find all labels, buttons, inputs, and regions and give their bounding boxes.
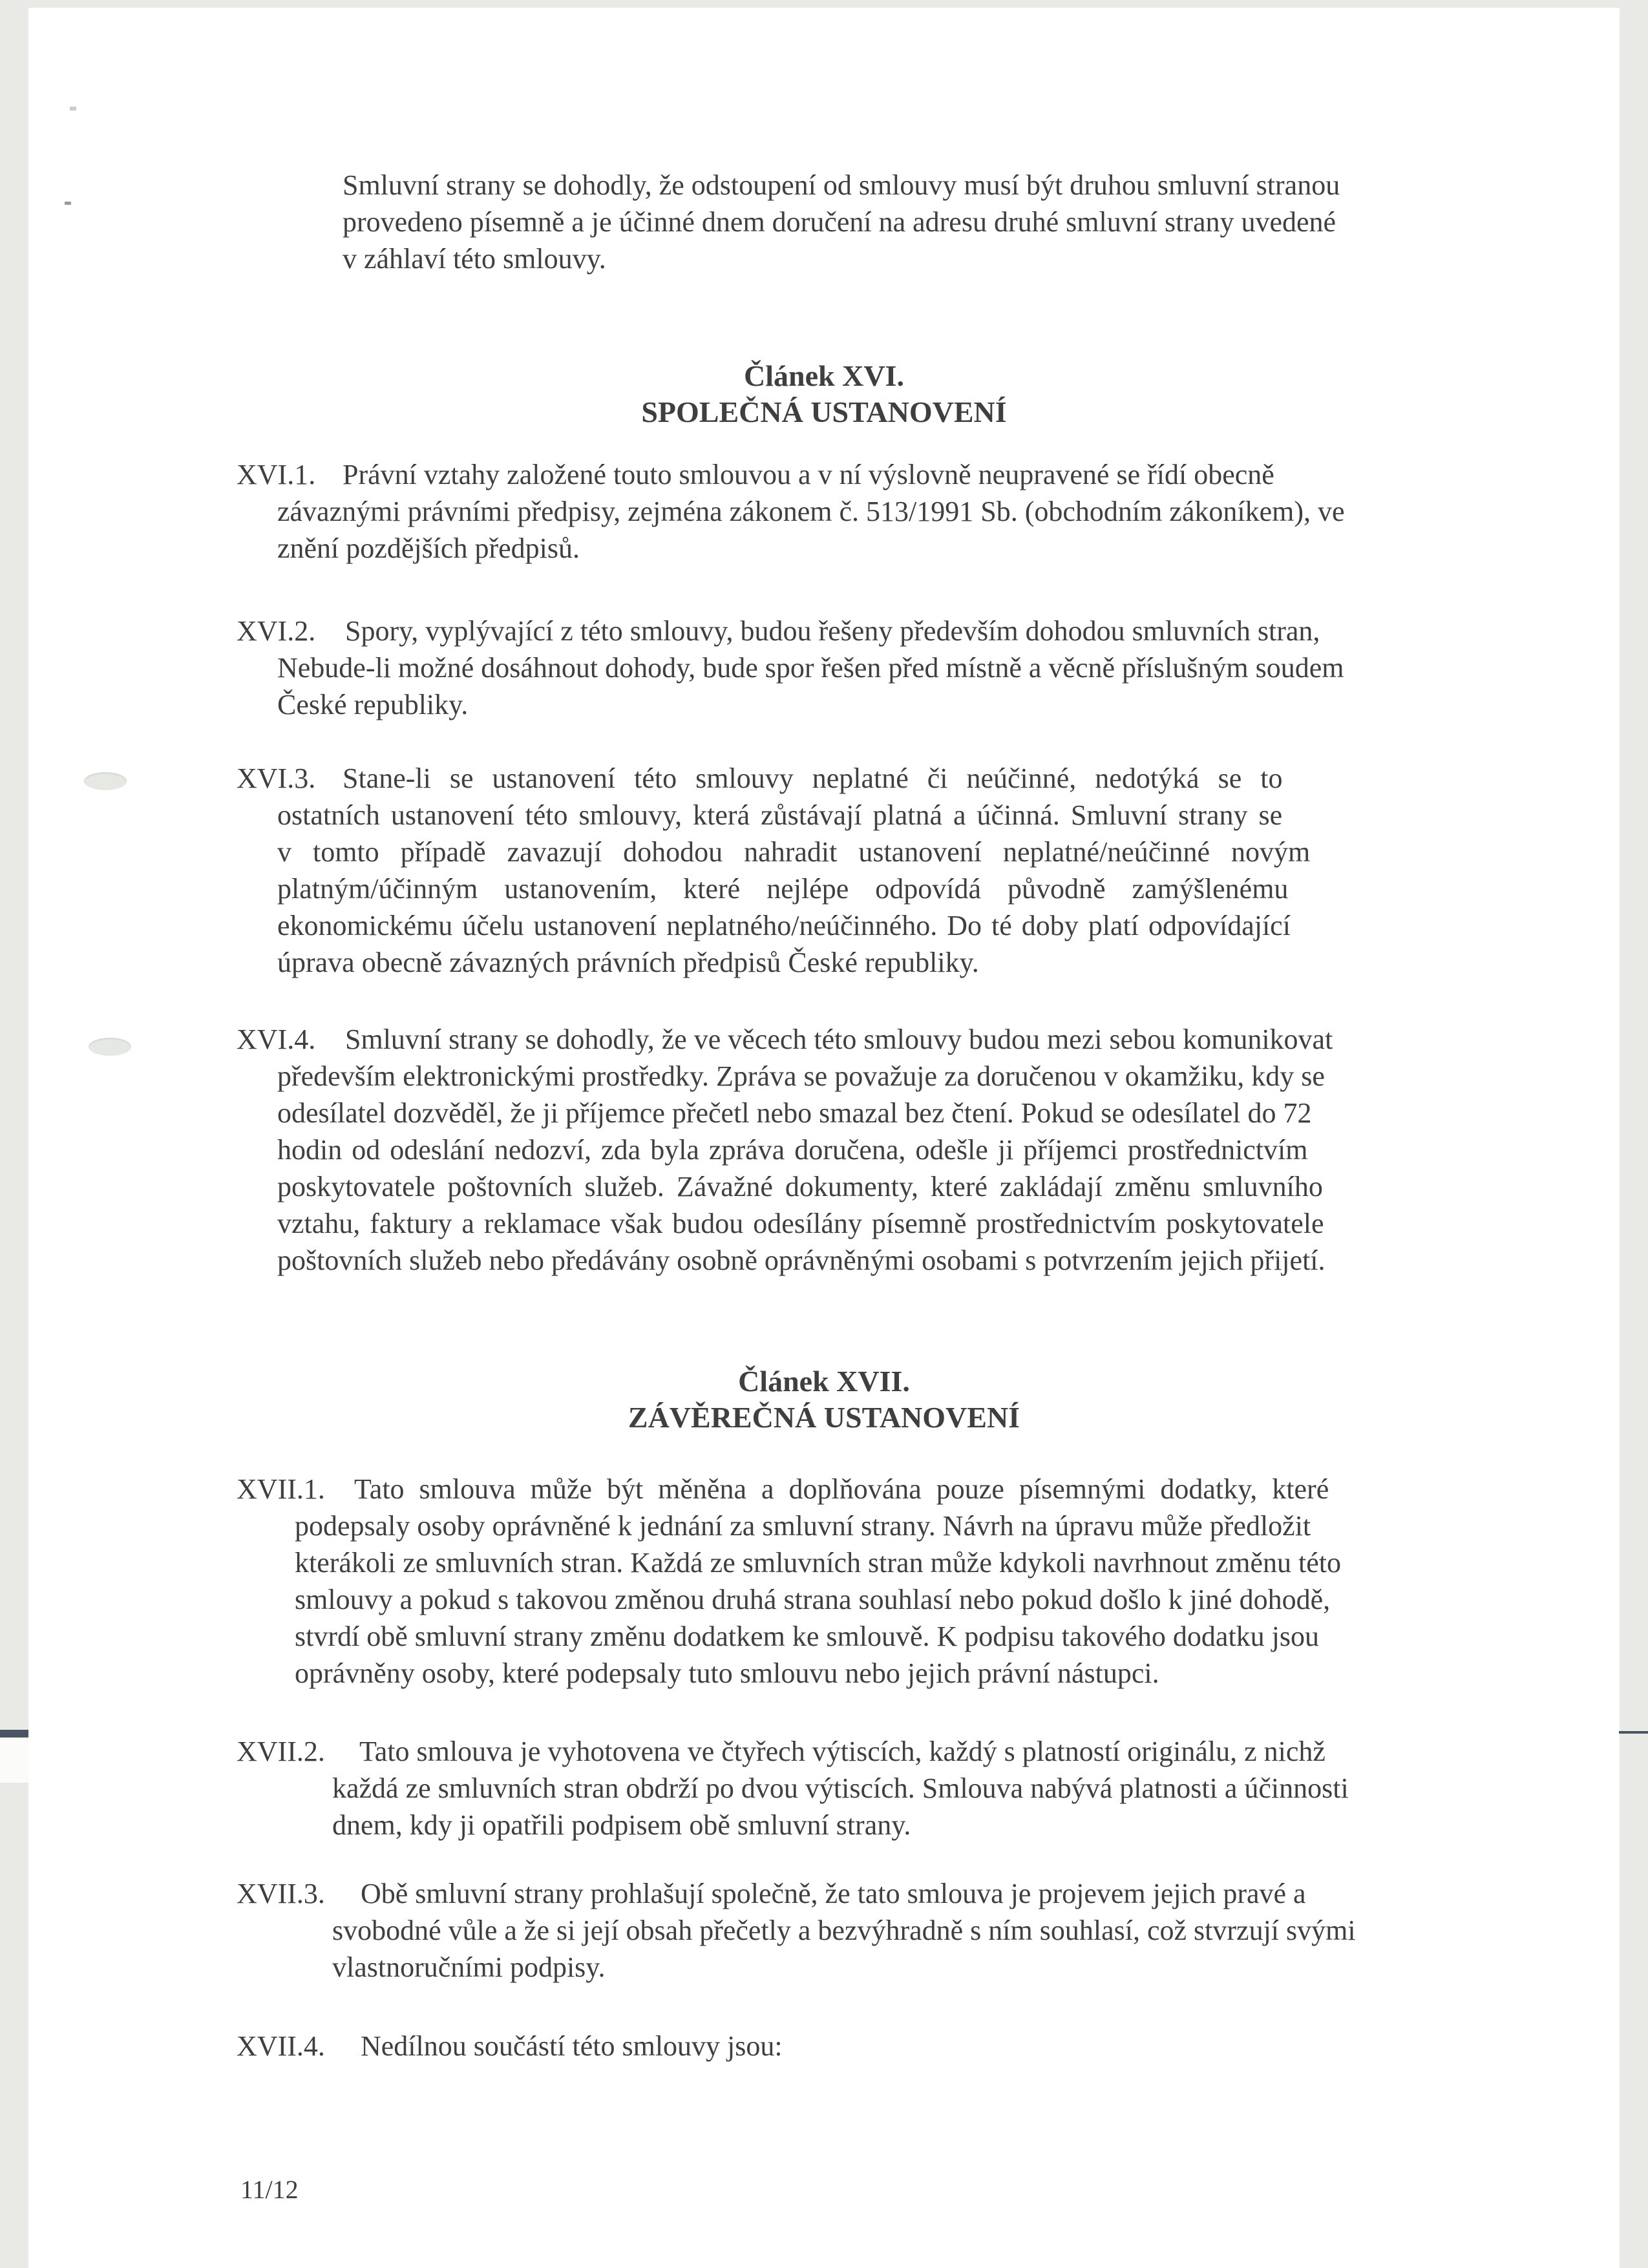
text-line: kterákoli ze smluvních stran. Každá ze smluvních stran může kdykoli navrhnout změnu této (295, 1547, 1341, 1579)
text-line: ekonomickému účelu ustanovení neplatného/neúčinného. Do té doby platí odpovídající (277, 910, 1291, 941)
text-line: Nebude-li možné dosáhnout dohody, bude spor řešen před místně a věcně příslušným soudem (277, 652, 1344, 684)
scan-speck (70, 107, 76, 110)
text-line: vztahu, faktury a reklamace však budou odesílány písemně prostřednictvím poskytovatele (277, 1208, 1324, 1239)
text-line: poskytovatele poštovních služeb. Závažné dokumenty, které zakládají změnu smluvního (277, 1171, 1323, 1202)
text-line: vlastnoručními podpisy. (332, 1951, 606, 1983)
text-line: Tato smlouva může být měněna a doplňována pouze písemnými dodatky, které (354, 1473, 1329, 1505)
scan-edge-marker-right (1619, 1731, 1648, 1734)
article-xvii-title: ZÁVĚREČNÁ USTANOVENÍ (628, 1401, 1020, 1434)
text-line: Obě smluvní strany prohlašují společně, že tato smlouva je projevem jejich pravé a (361, 1878, 1306, 1909)
text-line: oprávněny osoby, které podepsaly tuto smlouvu nebo jejich právní nástupci. (295, 1657, 1159, 1689)
clause-number: XVII.4. (237, 2030, 325, 2062)
punch-hole (84, 772, 127, 790)
scan-edge-marker-left (0, 1730, 28, 1738)
text-line: Právní vztahy založené touto smlouvou a v ní výslovně neupravené se řídí obecně (343, 459, 1274, 490)
clause-number: XVI.2. (237, 615, 316, 647)
text-line: znění pozdějších předpisů. (277, 532, 580, 564)
text-line: v záhlaví této smlouvy. (343, 243, 606, 275)
text-line: závaznými právními předpisy, zejména zákonem č. 513/1991 Sb. (obchodním zákoníkem), ve (277, 496, 1345, 527)
text-line: Smluvní strany se dohodly, že ve věcech této smlouvy budou mezi sebou komunikovat (345, 1024, 1333, 1055)
text-line: v tomto případě zavazují dohodou nahradit ustanovení neplatné/neúčinné novým (277, 836, 1311, 868)
text-line: každá ze smluvních stran obdrží po dvou výtiscích. Smlouva nabývá platnosti a účinnosti (332, 1772, 1349, 1804)
clause-number: XVII.2. (237, 1736, 325, 1767)
text-line: provedeno písemně a je účinné dnem doručení na adresu druhé smluvní strany uvedené (343, 206, 1336, 238)
punch-hole (89, 1038, 131, 1056)
intro-paragraph (343, 167, 1493, 277)
scan-speck (65, 202, 71, 205)
text-line: Nedílnou součástí této smlouvy jsou: (361, 2030, 783, 2062)
clause-number: XVI.1. (237, 459, 316, 490)
clause-number: XVII.3. (237, 1878, 325, 1909)
article-xvi-number: Článek XVI. (744, 359, 904, 392)
text-line: ostatních ustanovení této smlouvy, která zůstávají platná a účinná. Smluvní strany se (277, 799, 1283, 831)
scan-edge-strip-left (0, 1738, 28, 1783)
text-line: smlouvy a pokud s takovou změnou druhá strana souhlasí nebo pokud došlo k jiné dohodě, (295, 1584, 1331, 1615)
text-line: Spory, vyplývající z této smlouvy, budou řešeny především dohodou smluvních stran, (345, 615, 1320, 647)
text-line: dnem, kdy ji opatřili podpisem obě smluvní strany. (332, 1809, 911, 1841)
text-line: především elektronickými prostředky. Zpráva se považuje za doručenou v okamžiku, kdy se (277, 1060, 1325, 1092)
text-line: úprava obecně závazných právních předpisů České republiky. (277, 947, 979, 978)
text-line: odesílatel dozvěděl, že ji příjemce přečetl nebo smazal bez čtení. Pokud se odesílatel do 72 (277, 1097, 1312, 1129)
text-line: podepsaly osoby oprávněné k jednání za smluvní strany. Návrh na úpravu může předložit (295, 1510, 1311, 1542)
page-number: 11/12 (240, 2175, 299, 2204)
text-line: stvrdí obě smluvní strany změnu dodatkem ke smlouvě. K podpisu takového dodatku jsou (295, 1621, 1320, 1652)
clause-number: XVI.3. (237, 762, 316, 794)
clause-number: XVII.1. (237, 1473, 325, 1505)
text-line: platným/účinným ustanovením, které nejlépe odpovídá původně zamýšlenému (277, 873, 1289, 905)
text-line: Stane-li se ustanovení této smlouvy neplatné či neúčinné, nedotýká se to (343, 762, 1283, 794)
text-line: svobodné vůle a že si její obsah přečetly a bezvýhradně s ním souhlasí, což stvrzují svými (332, 1915, 1356, 1946)
text-line: České republiky. (277, 689, 469, 720)
text-line: Smluvní strany se dohodly, že odstoupení od smlouvy musí být druhou smluvní stranou (343, 169, 1340, 201)
clause-number: XVI.4. (237, 1024, 316, 1055)
text-line: Tato smlouva je vyhotovena ve čtyřech výtiscích, každý s platností originálu, z nichž (359, 1736, 1326, 1767)
article-xvii-number: Článek XVII. (738, 1365, 910, 1398)
article-xvi-title: SPOLEČNÁ USTANOVENÍ (641, 395, 1007, 428)
text-line: poštovních služeb nebo předávány osobně oprávněnými osobami s potvrzením jejich přijetí. (277, 1244, 1326, 1276)
text-line: hodin od odeslání nedozví, zda byla zpráva doručena, odešle ji příjemci prostřednictvím (277, 1134, 1308, 1166)
